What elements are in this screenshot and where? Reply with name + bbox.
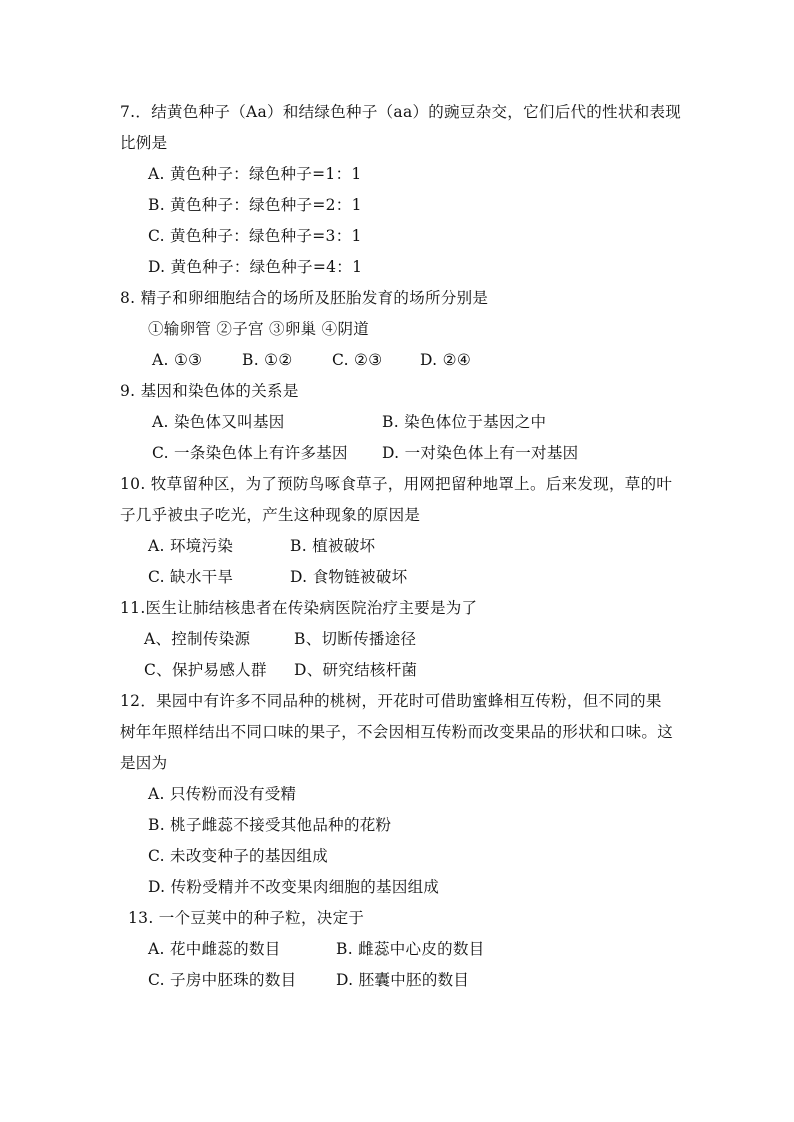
q8-options-row xyxy=(152,350,471,370)
q13-options-row-1 xyxy=(148,939,485,959)
q12-stem-line-1: 12．果园中有许多不同品种的桃树，开花时可借助蜜蜂相互传粉，但不同的果 xyxy=(120,692,662,710)
q9-options-row-1 xyxy=(152,412,546,432)
q11-option-c: C、保护易感人群 xyxy=(144,661,267,679)
q13-stem-line-1: 13. 一个豆荚中的种子粒，决定于 xyxy=(128,909,365,927)
q8-choices-list: ①输卵管 ②子宫 ③卵巢 ④阴道 xyxy=(148,320,370,338)
q10-option-a: A. 环境污染 xyxy=(148,537,234,555)
q9-options-row-2 xyxy=(152,443,578,463)
q10-option-c: C. 缺水干旱 xyxy=(148,568,234,586)
q8-option-c: C. ②③ xyxy=(332,351,383,369)
q7-option-a: A. 黄色种子：绿色种子=1：1 xyxy=(148,165,362,183)
q9-option-a: A. 染色体又叫基因 xyxy=(152,413,285,431)
q11-options-row-2 xyxy=(144,660,417,680)
q11-stem-line-1: 11.医生让肺结核患者在传染病医院治疗主要是为了 xyxy=(120,599,478,617)
q12-option-b: B. 桃子雌蕊不接受其他品种的花粉 xyxy=(148,816,392,834)
q11-option-a: A、控制传染源 xyxy=(144,630,251,648)
q9-option-b: B. 染色体位于基因之中 xyxy=(382,413,547,431)
q11-option-b: B、切断传播途径 xyxy=(294,630,417,648)
q7-option-c: C. 黄色种子：绿色种子=3：1 xyxy=(148,227,362,245)
q9-option-d: D. 一对染色体上有一对基因 xyxy=(382,444,579,462)
q8-stem-line-1: 8. 精子和卵细胞结合的场所及胚胎发育的场所分别是 xyxy=(120,289,489,307)
q10-option-d: D. 食物链被破坏 xyxy=(290,568,408,586)
q8-option-d: D. ②④ xyxy=(420,351,472,369)
q10-option-b: B. 植被破坏 xyxy=(290,537,376,555)
q12-stem-line-2: 树年年照样结出不同口味的果子，不会因相互传粉而改变果品的形状和口味。这 xyxy=(120,723,674,741)
q7-option-b: B. 黄色种子：绿色种子=2：1 xyxy=(148,196,362,214)
q13-option-d: D. 胚囊中胚的数目 xyxy=(336,971,470,989)
q13-option-c: C. 子房中胚珠的数目 xyxy=(148,971,297,989)
q13-option-b: B. 雌蕊中心皮的数目 xyxy=(336,940,485,958)
q7-stem-line-2: 比例是 xyxy=(120,134,168,152)
q12-stem-line-3: 是因为 xyxy=(120,754,168,772)
q13-options-row-2 xyxy=(148,970,469,990)
q10-stem-line-2: 子几乎被虫子吃光，产生这种现象的原因是 xyxy=(120,506,421,524)
q10-stem-line-1: 10. 牧草留种区，为了预防鸟啄食草子，用网把留种地罩上。后来发现，草的叶 xyxy=(120,475,673,493)
q11-options-row-1 xyxy=(144,629,416,649)
q9-option-c: C. 一条染色体上有许多基因 xyxy=(152,444,348,462)
q12-option-d: D. 传粉受精并不改变果肉细胞的基因组成 xyxy=(148,878,440,896)
q10-options-row-2 xyxy=(148,567,407,587)
q7-option-d: D. 黄色种子：绿色种子=4：1 xyxy=(148,258,363,276)
q12-option-a: A. 只传粉而没有受精 xyxy=(148,785,297,803)
q13-option-a: A. 花中雌蕊的数目 xyxy=(148,940,281,958)
q8-option-a: A. ①③ xyxy=(152,351,203,369)
q10-options-row-1 xyxy=(148,536,375,556)
q8-option-b: B. ①② xyxy=(242,351,293,369)
q9-stem-line-1: 9. 基因和染色体的关系是 xyxy=(120,382,299,400)
q11-option-d: D、研究结核杆菌 xyxy=(294,661,418,679)
q7-stem-line-1: 7.．结黄色种子（Aa）和结绿色种子（aa）的豌豆杂交，它们后代的性状和表现 xyxy=(120,103,682,121)
q12-option-c: C. 未改变种子的基因组成 xyxy=(148,847,329,865)
